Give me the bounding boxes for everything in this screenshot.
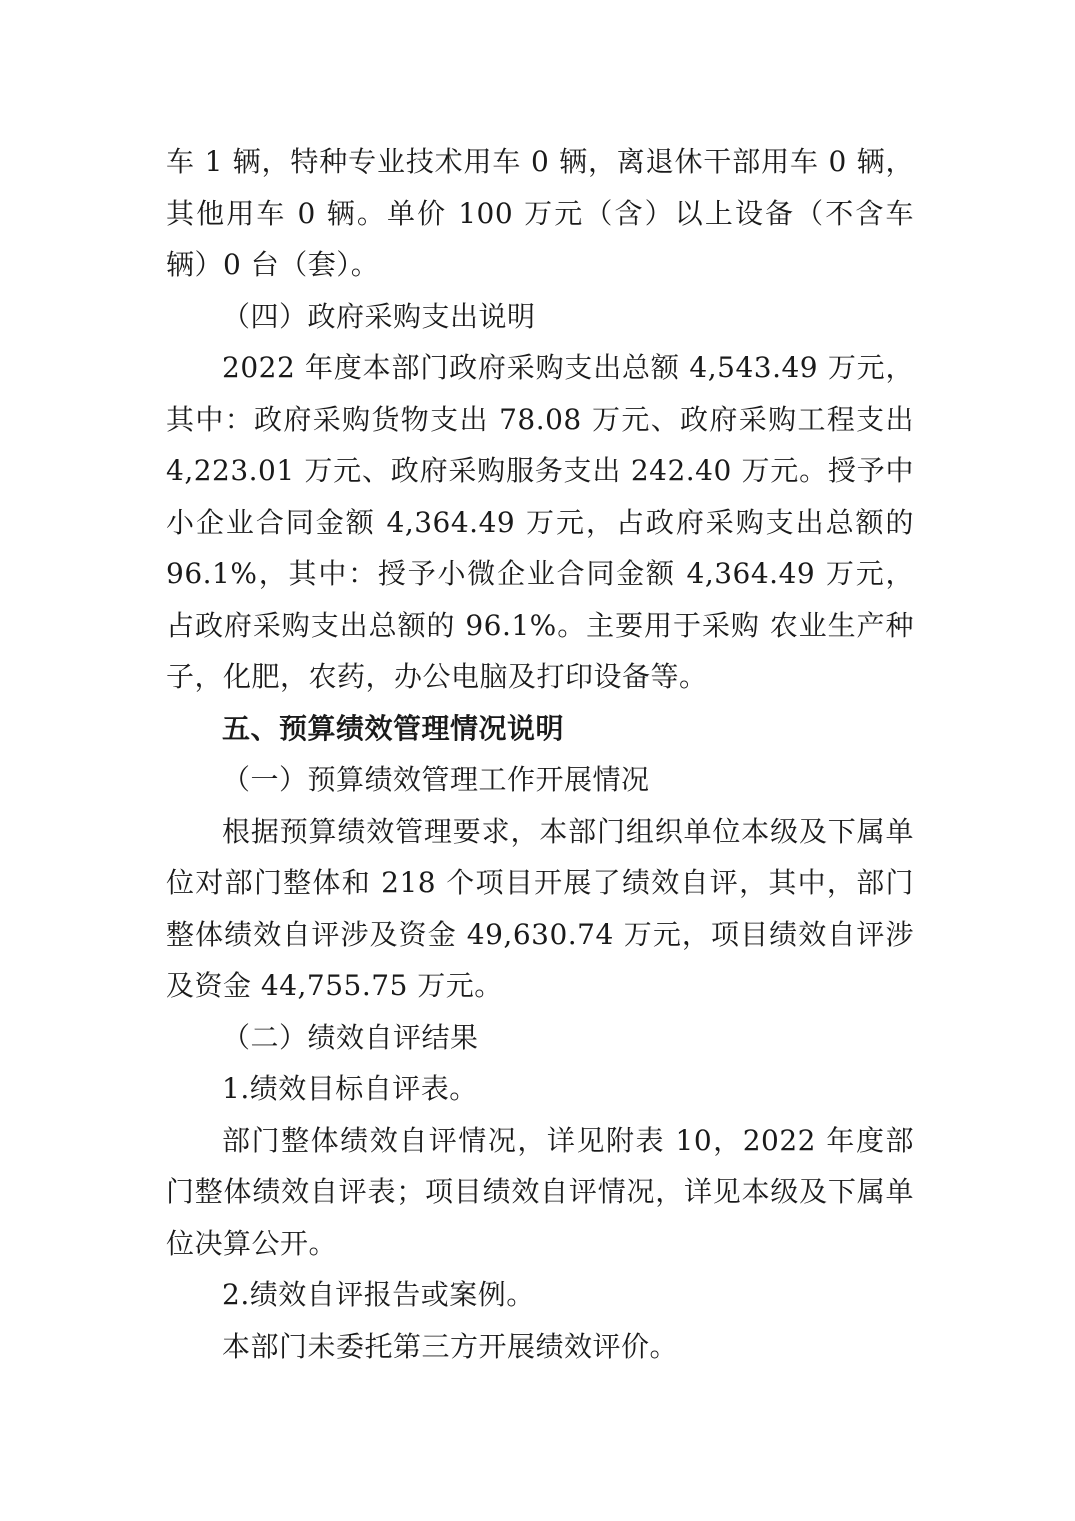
self-evaluation-paragraph: 部门整体绩效自评情况，详见附表 10，2022 年度部门整体绩效自评表；项目绩效自评情况，详见本级及下属单位决算公开。	[166, 1123, 914, 1260]
item-two: 2.绩效自评报告或案例。	[222, 1278, 535, 1311]
document-body	[166, 136, 914, 1372]
section-five-heading: 五、预算绩效管理情况说明	[222, 711, 565, 745]
performance-work-paragraph: 根据预算绩效管理要求，本部门组织单位本级及下属单位对部门整体和 218 个项目开展了绩效自评，其中，部门整体绩效自评涉及资金 49,630.74 万元，项目绩效自评涉及资金 44,755.75 万元。	[166, 814, 914, 1002]
procurement-paragraph: 2022 年度本部门政府采购支出总额 4,543.49 万元，其中：政府采购货物支出 78.08 万元、政府采购工程支出 4,223.01 万元、政府采购服务支出 242.40 万元。授予中小企业合同金额 4,364.49 万元，占政府采购支出总额的 96.1%，其中：授予小微企业合同金额 4,364.49 万元，占政府采购支出总额的 96.1%。主要用于采购 农业生产种子，化肥，农药，办公电脑及打印设备等。	[166, 351, 914, 693]
procurement-subheading: （四）政府采购支出说明	[222, 299, 536, 333]
performance-work-subheading: （一）预算绩效管理工作开展情况	[222, 763, 650, 796]
vehicle-paragraph: 车 1 辆，特种专业技术用车 0 辆，离退休干部用车 0 辆，其他用车 0 辆。单价 100 万元（含）以上设备（不含车辆）0 台（套）。	[166, 145, 914, 281]
third-party-paragraph: 本部门未委托第三方开展绩效评价。	[222, 1329, 679, 1363]
self-evaluation-results-subheading: （二）绩效自评结果	[222, 1020, 479, 1054]
item-one: 1.绩效目标自评表。	[222, 1072, 478, 1105]
